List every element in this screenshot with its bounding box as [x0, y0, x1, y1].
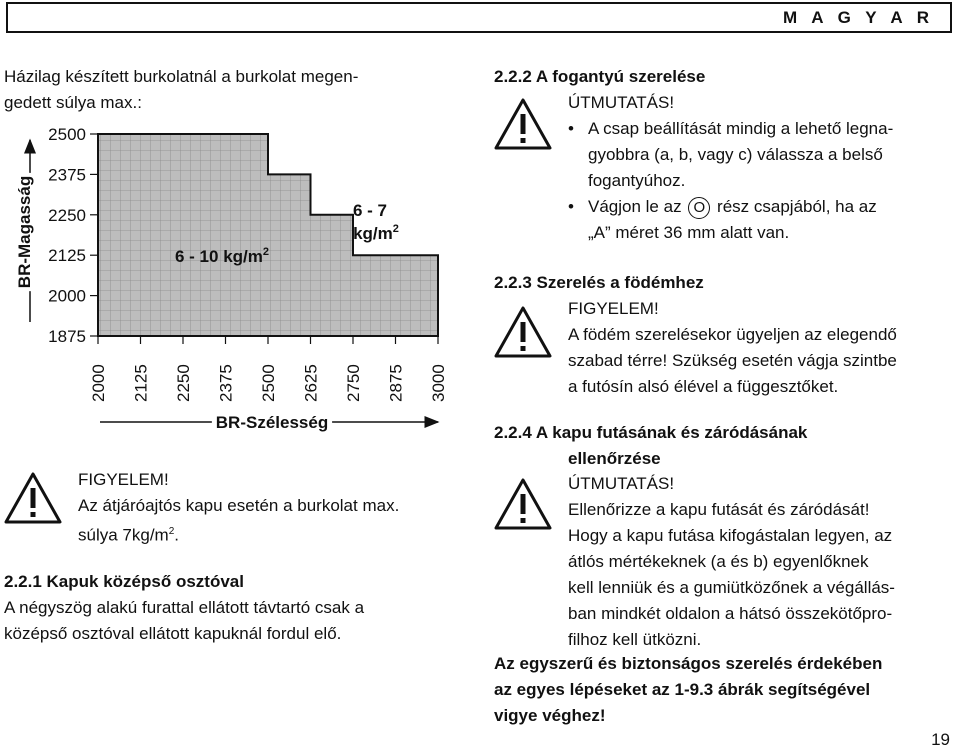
x-tick-label: 2000	[89, 364, 108, 402]
section-224-line: kell lenniük és a gumiütközőnek a végállás-	[568, 578, 895, 597]
x-tick-label: 3000	[429, 364, 448, 402]
section-223-note-title: FIGYELEM!	[568, 299, 659, 318]
bullet-222-2-pre: Vágjon le az	[588, 197, 682, 216]
left-warning-line2	[78, 519, 179, 549]
svg-text:kg/m2	[353, 223, 399, 243]
y-tick-label: 2250	[48, 205, 86, 225]
x-tick-label: 2375	[216, 364, 236, 402]
section-224-line: átlós mértékeknek (a és b) egyenlőknek	[568, 552, 869, 571]
x-tick-label: 2875	[386, 364, 406, 402]
bullet-dot: •	[568, 197, 574, 216]
section-224-line: Hogy a kapu futása kifogástalan legyen, az	[568, 526, 893, 545]
intro-line-2: gedett súlya max.:	[4, 93, 142, 112]
section-221-line2: középső osztóval ellátott kapuknál fordul elő.	[4, 624, 342, 643]
section-224-line: Ellenőrizze a kapu futását és záródását!	[568, 500, 870, 519]
section-224-heading-line2: ellenőrzése	[568, 449, 661, 468]
region-small-sup: 2	[392, 223, 399, 235]
closing-line: vigye véghez!	[494, 706, 606, 725]
section-224-line: filhoz kell ütközni.	[568, 630, 702, 649]
section-224-line: ban mindkét oldalon a hátsó összekötőpro-	[568, 604, 893, 623]
svg-text:6 - 10 kg/m2	[175, 246, 269, 266]
section-223-line3: a futósín alsó élével a függesztőket.	[568, 377, 839, 396]
bullet-222-2-post: rész csapjából, ha az	[717, 197, 877, 216]
section-221-heading: 2.2.1 Kapuk középső osztóval	[4, 572, 244, 591]
region-label-main	[175, 246, 269, 266]
section-223-line1: A födém szerelésekor ügyeljen az elegendő	[568, 325, 897, 344]
section-224-note-title: ÚTMUTATÁS!	[568, 474, 675, 493]
x-tick-group	[89, 336, 448, 402]
bullet-222-1-line1: A csap beállítását mindig a lehető legna-	[588, 119, 894, 138]
left-warning-line2-text: súlya 7kg/m	[78, 525, 169, 545]
left-warning-sup: 2	[168, 526, 175, 537]
bullet-222-1	[568, 116, 893, 194]
x-tick-label: 2250	[174, 364, 193, 402]
section-224-heading-line1: 2.2.4 A kapu futásának és záródásának	[494, 423, 808, 442]
section-222-heading: 2.2.2 A fogantyú szerelése	[494, 67, 706, 86]
left-warning-title: FIGYELEM!	[78, 470, 169, 489]
bullet-222-1-line3: fogantyúhoz.	[588, 171, 686, 190]
weight-chart	[0, 118, 470, 448]
section-222-note-title: ÚTMUTATÁS!	[568, 93, 675, 112]
y-axis-label: BR-Magasság	[15, 175, 34, 289]
left-warning-line1: Az átjáróajtós kapu esetén a burkolat max.	[78, 496, 400, 515]
x-tick-label: 2625	[301, 364, 321, 402]
region-small-text: 6 - 7	[352, 201, 388, 220]
left-warning-line2-end: .	[174, 525, 179, 545]
instruction-icon-224	[494, 478, 552, 530]
region-label-small	[353, 201, 399, 243]
closing-line: az egyes lépéseket az 1-9.3 ábrák segítségével	[494, 680, 871, 699]
y-tick-label: 2500	[48, 125, 86, 144]
y-tick-label: 2375	[48, 165, 86, 185]
y-tick-label: 2125	[48, 246, 86, 266]
x-tick-label: 2500	[259, 364, 278, 402]
section-223-line2: szabad térre! Szükség esetén vágja szintbe	[568, 351, 897, 370]
part-o-circle: O	[688, 197, 710, 219]
intro-line-1: Házilag készített burkolatnál a burkolat megen-	[4, 67, 359, 86]
x-axis-label: BR-Szélesség	[215, 413, 329, 432]
region-main-sup: 2	[262, 246, 269, 258]
closing-line: Az egyszerű és biztonságos szerelés érdekében	[494, 654, 883, 673]
warning-icon	[4, 472, 62, 524]
page-number: 19	[931, 730, 950, 749]
warning-icon-223	[494, 306, 552, 358]
instruction-icon-222	[494, 98, 552, 150]
bullet-222-2	[568, 194, 877, 246]
y-tick-group	[48, 125, 98, 346]
y-tick-label: 2000	[48, 286, 86, 306]
region-main-text: 6 - 10 kg/m	[175, 247, 263, 266]
y-tick-label: 1875	[48, 327, 86, 346]
region-small-unit: kg/m	[353, 224, 393, 243]
x-tick-label: 2750	[344, 364, 363, 402]
bullet-222-2-line2: „A” méret 36 mm alatt van.	[588, 223, 790, 242]
bullet-dot: •	[568, 119, 574, 138]
x-tick-label: 2125	[131, 364, 151, 402]
language-header	[6, 2, 952, 33]
bullet-222-1-line2: gyobbra (a, b, vagy c) válassza a belső	[588, 145, 883, 164]
section-223-heading: 2.2.3 Szerelés a födémhez	[494, 273, 704, 292]
section-221-line1: A négyszög alakú furattal ellátott távtartó csak a	[4, 598, 365, 617]
language-label: M A G Y A R	[782, 8, 934, 27]
